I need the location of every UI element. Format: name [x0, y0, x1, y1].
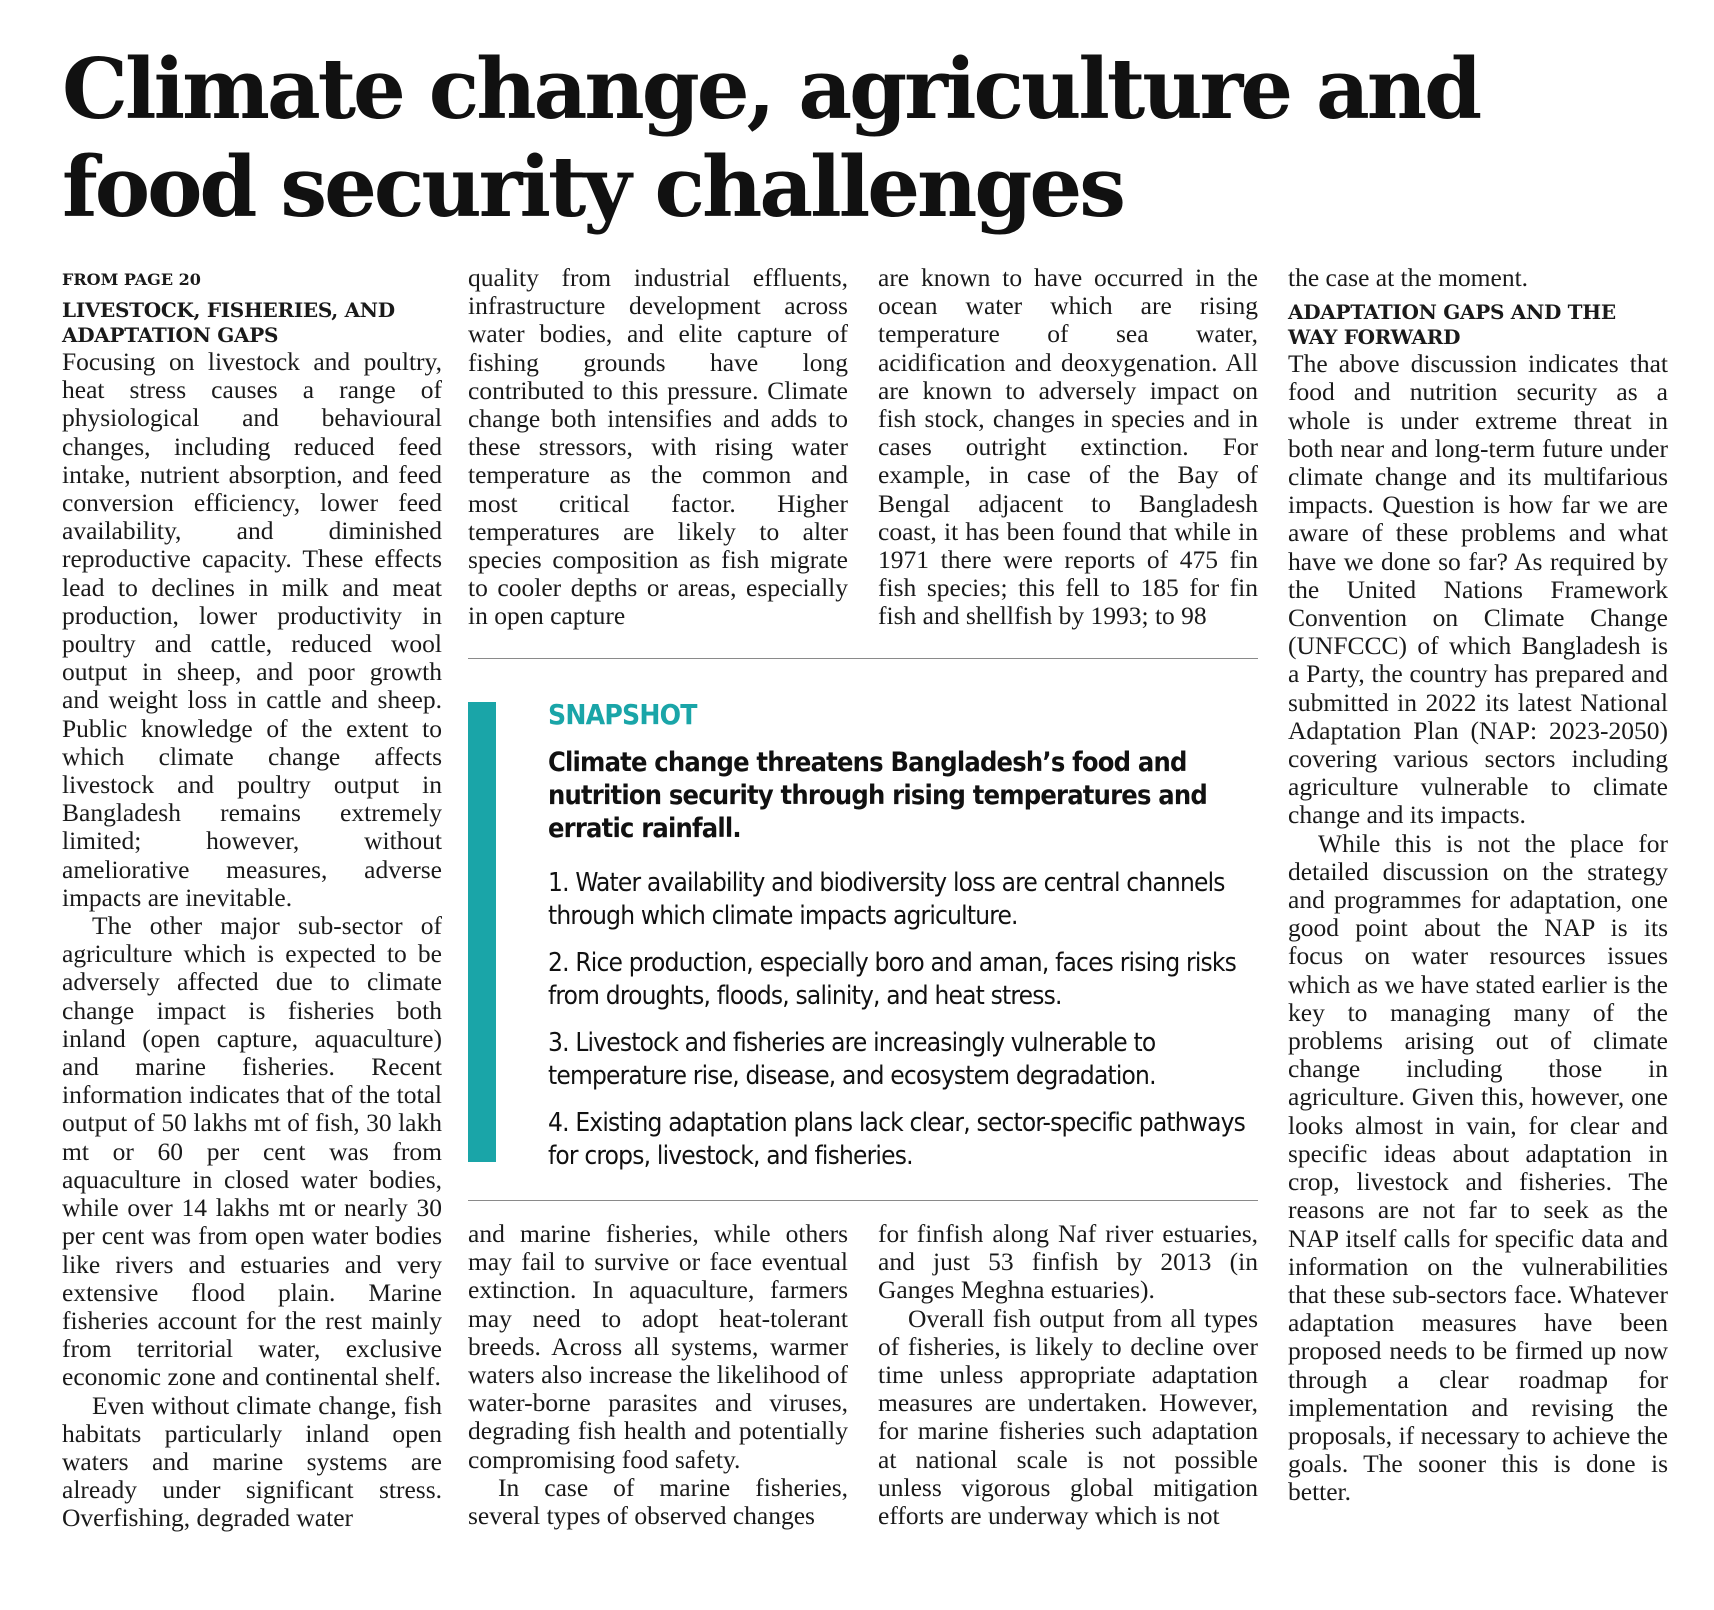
snapshot-item: 3. Livestock and fisheries are increasingly vulnerable to temperature rise, disease, and ecosystem degradation.	[548, 1028, 1156, 1091]
column-3-top	[878, 264, 1258, 631]
column-1	[62, 266, 442, 1533]
paragraph: The other major sub-sector of agriculture which is expected to be adversely affected due to climate change impact is fisheries both inland (open capture, aquaculture) and marine fisheries. Recent information indicates that of the total output of 50 lakhs mt of fish, 30 lakh mt or 60 per cent was from aquaculture in closed water bodies, while over 14 lakhs mt or nearly 30 per cent was from open water bodies like rivers and estuaries and very extensive flood plain. Marine fisheries account for the rest mainly from territorial water, exclusive economic zone and continental shelf.	[62, 911, 442, 1392]
snapshot-label: SNAPSHOT	[548, 698, 697, 731]
snapshot-list	[548, 867, 1248, 1173]
section-heading-adaptation: ADAPTATION GAPS AND THE WAY FORWARD	[1288, 300, 1616, 350]
snapshot-item: 4. Existing adaptation plans lack clear, sector-specific pathways for crops, livestock, and fisheries.	[548, 1108, 1246, 1171]
paragraph: Even without climate change, fish habitats particularly inland open waters and marine systems are already under significant stress. Overfishing, degraded water	[62, 1390, 442, 1533]
snapshot-body	[548, 698, 1248, 1187]
column-3-bottom	[878, 1220, 1258, 1530]
paragraph: While this is not the place for detailed discussion on the strategy and programmes for adaptation, one good point about the NAP is its focus on water resources issues which as we have stated earlier is the key to managing many of the problems arising out of climate change including those in agriculture. Given this, however, one looks almost in vain, for clear and specific ideas about adaptation in crop, livestock and fisheries. The reasons are not far to seek as the NAP itself calls for specific data and information on the vulnerabilities that these sub-sectors face. Whatever adaptation measures have been proposed needs to be firmed up now through a clear roadmap for implementation and revising the proposals, if necessary to achieve the goals. The sooner this is done is better.	[1288, 828, 1668, 1507]
kicker: FROM PAGE 20	[62, 270, 201, 289]
column-2-top	[468, 264, 848, 631]
divider	[468, 658, 1258, 659]
paragraph: The above discussion indicates that food and nutrition security as a whole is under extreme threat in both near and long-term future under climate change and its multifarious impacts. Question is how far we are aware of these problems and what have we done so far? As required by the United Nations Framework Convention on Climate Change (UNFCCC) of which Bangladesh is a Party, the country has prepared and submitted in 2022 its latest National Adaptation Plan (NAP: 2023-2050) covering various sectors including agriculture vulnerable to climate change and its impacts.	[1288, 349, 1668, 830]
snapshot-box	[468, 698, 1258, 1171]
snapshot-accent-bar	[468, 702, 496, 1162]
paragraph: for finfish along Naf river estuaries, and just 53 finfish by 2013 (in Ganges Meghna estuaries).	[878, 1219, 1258, 1305]
snapshot-lead: Climate change threatens Bangladesh’s food and nutrition security through rising temperatures and erratic rainfall.	[548, 747, 1207, 844]
paragraph: the case at the moment.	[1288, 263, 1529, 292]
paragraph: Overall fish output from all types of fisheries, is likely to decline over time unless appropriate adaptation measures are undertaken. However, for marine fisheries such adaptation at national scale is not possible unless vigorous global mitigation efforts are underway which is not	[878, 1303, 1258, 1531]
section-heading-livestock: LIVESTOCK, FISHERIES, AND ADAPTATION GAPS	[62, 298, 395, 347]
column-2-bottom	[468, 1220, 848, 1530]
paragraph: In case of marine fisheries, several types of observed changes	[468, 1472, 848, 1531]
snapshot-item: 2. Rice production, especially boro and aman, faces rising risks from droughts, floods, salinity, and heat stress.	[548, 948, 1237, 1011]
divider	[468, 1200, 1258, 1201]
column-4	[1288, 264, 1668, 1507]
paragraph: Focusing on livestock and poultry, heat stress causes a range of physiological and behavioural changes, including reduced feed intake, nutrient absorption, and feed conversion efficiency, lower feed availability, and diminished reproductive capacity. These effects lead to declines in milk and meat production, lower productivity in poultry and cattle, reduced wool output in sheep, and poor growth and weight loss in cattle and sheep. Public knowledge of the extent to which climate change affects livestock and poultry output in Bangladesh remains extremely limited; however, without ameliorative measures, adverse impacts are inevitable.	[62, 347, 442, 912]
paragraph: quality from industrial effluents, infrastructure development across water bodies, and elite capture of fishing grounds have long contributed to this pressure. Climate change both intensifies and adds to these stressors, with rising water temperature as the common and most critical factor. Higher temperatures are likely to alter species composition as fish migrate to cooler depths or areas, especially in open capture	[468, 263, 848, 631]
paragraph: and marine fisheries, while others may fail to survive or face eventual extinction. In aquaculture, farmers may need to adopt heat-tolerant breeds. Across all systems, warmer waters also increase the likelihood of water-borne parasites and viruses, degrading fish health and potentially compromising food safety.	[468, 1219, 848, 1474]
headline: Climate change, agriculture and food security challenges	[62, 40, 1480, 236]
snapshot-item: 1. Water availability and biodiversity loss are central channels through which climate impacts agriculture.	[548, 868, 1225, 931]
paragraph: are known to have occurred in the ocean water which are rising temperature of sea water, acidification and deoxygenation. All are known to adversely impact on fish stock, changes in species and in cases outright extinction. For example, in case of the Bay of Bengal adjacent to Bangladesh coast, it has been found that while in 1971 there were reports of 475 fin fish species; this fell to 185 for fin fish and shellfish by 1993; to 98	[878, 263, 1258, 631]
